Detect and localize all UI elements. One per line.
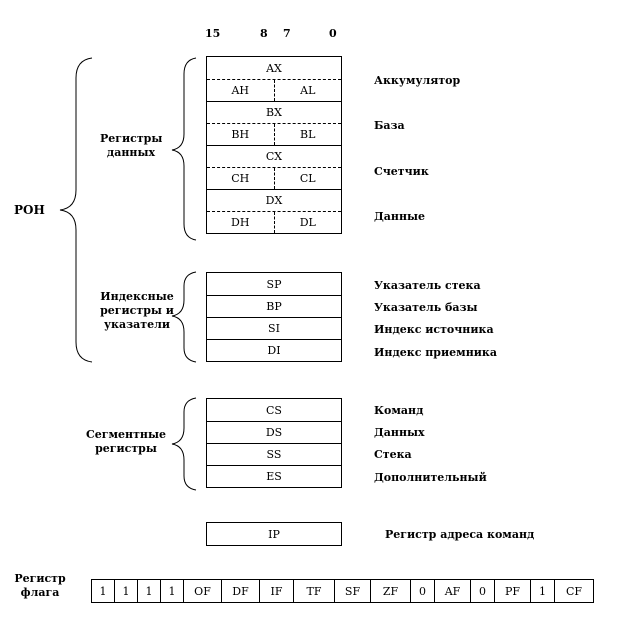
desc-es: Дополнительный — [374, 471, 487, 484]
desc-ax: Аккумулятор — [374, 74, 461, 87]
flag-pf: PF — [495, 580, 531, 602]
desc-ss: Стека — [374, 448, 412, 461]
data-brace — [172, 58, 196, 240]
poh-brace — [60, 58, 92, 362]
reg-cs: CS — [266, 403, 282, 417]
bit-15: 15 — [205, 27, 221, 40]
reg-al: AL — [300, 84, 316, 97]
segment-brace — [172, 398, 196, 490]
flag-bit-12: 1 — [161, 580, 184, 602]
flag-zf: ZF — [371, 580, 411, 602]
bit-7: 7 — [283, 27, 291, 40]
data-registers-block — [206, 56, 342, 234]
flag-bit-14: 1 — [115, 580, 138, 602]
segment-regs-group-label: Сегментные регистры — [86, 428, 166, 455]
desc-sp: Указатель стека — [374, 279, 481, 292]
reg-dx-halves — [207, 211, 341, 233]
flag-if: IF — [260, 580, 294, 602]
flag-tf: TF — [294, 580, 335, 602]
desc-ip: Регистр адреса команд — [385, 528, 535, 541]
desc-bx: База — [374, 119, 405, 132]
reg-ip: IP — [268, 527, 280, 541]
reg-bp: BP — [207, 295, 341, 317]
flag-bit-3: 0 — [471, 580, 495, 602]
bit-0: 0 — [329, 27, 337, 40]
index-brace — [172, 272, 196, 362]
reg-sp: SP — [266, 277, 282, 291]
reg-bx-halves — [207, 123, 341, 145]
reg-es: ES — [207, 465, 341, 487]
flag-bit-1: 1 — [531, 580, 555, 602]
reg-bx-full: BX — [207, 101, 341, 123]
flag-bit-13: 1 — [138, 580, 161, 602]
flags-label: Регистр флага — [14, 572, 66, 599]
flag-df: DF — [222, 580, 260, 602]
reg-ax-full: AX — [266, 61, 282, 75]
reg-cl: CL — [299, 172, 316, 185]
desc-ds: Данных — [374, 426, 425, 439]
desc-di: Индекс приемника — [374, 346, 497, 359]
reg-si: SI — [207, 317, 341, 339]
reg-ss: SS — [207, 443, 341, 465]
index-registers-block — [206, 272, 342, 362]
index-regs-group-label: Индексные регистры и указатели — [100, 290, 174, 331]
reg-cx-halves — [207, 167, 341, 189]
reg-bl: BL — [300, 128, 316, 141]
flags-register — [91, 579, 594, 603]
reg-dh: DH — [207, 212, 275, 233]
flag-sf: SF — [335, 580, 371, 602]
reg-di: DI — [207, 339, 341, 361]
reg-ax-halves — [207, 79, 341, 101]
desc-cx: Счетчик — [374, 165, 429, 178]
data-regs-group-label: Регистры данных — [100, 132, 163, 159]
ip-register-block — [206, 522, 342, 546]
reg-ch: CH — [207, 168, 275, 189]
reg-ds: DS — [207, 421, 341, 443]
desc-dx: Данные — [374, 210, 426, 223]
segment-registers-block — [206, 398, 342, 488]
poh-label: РОН — [14, 203, 45, 217]
flag-af: AF — [435, 580, 471, 602]
reg-dx-full: DX — [207, 189, 341, 211]
desc-si: Индекс источника — [374, 323, 494, 336]
desc-cs: Команд — [374, 404, 424, 417]
reg-dl: DL — [299, 216, 316, 229]
reg-ah: AH — [207, 80, 275, 101]
flag-of: OF — [184, 580, 222, 602]
bit-8: 8 — [260, 27, 268, 40]
flag-bit-15: 1 — [92, 580, 115, 602]
reg-cx-full: CX — [207, 145, 341, 167]
flag-cf: CF — [565, 584, 583, 598]
flag-bit-5: 0 — [411, 580, 435, 602]
reg-bh: BH — [207, 124, 275, 145]
desc-bp: Указатель базы — [374, 301, 478, 314]
